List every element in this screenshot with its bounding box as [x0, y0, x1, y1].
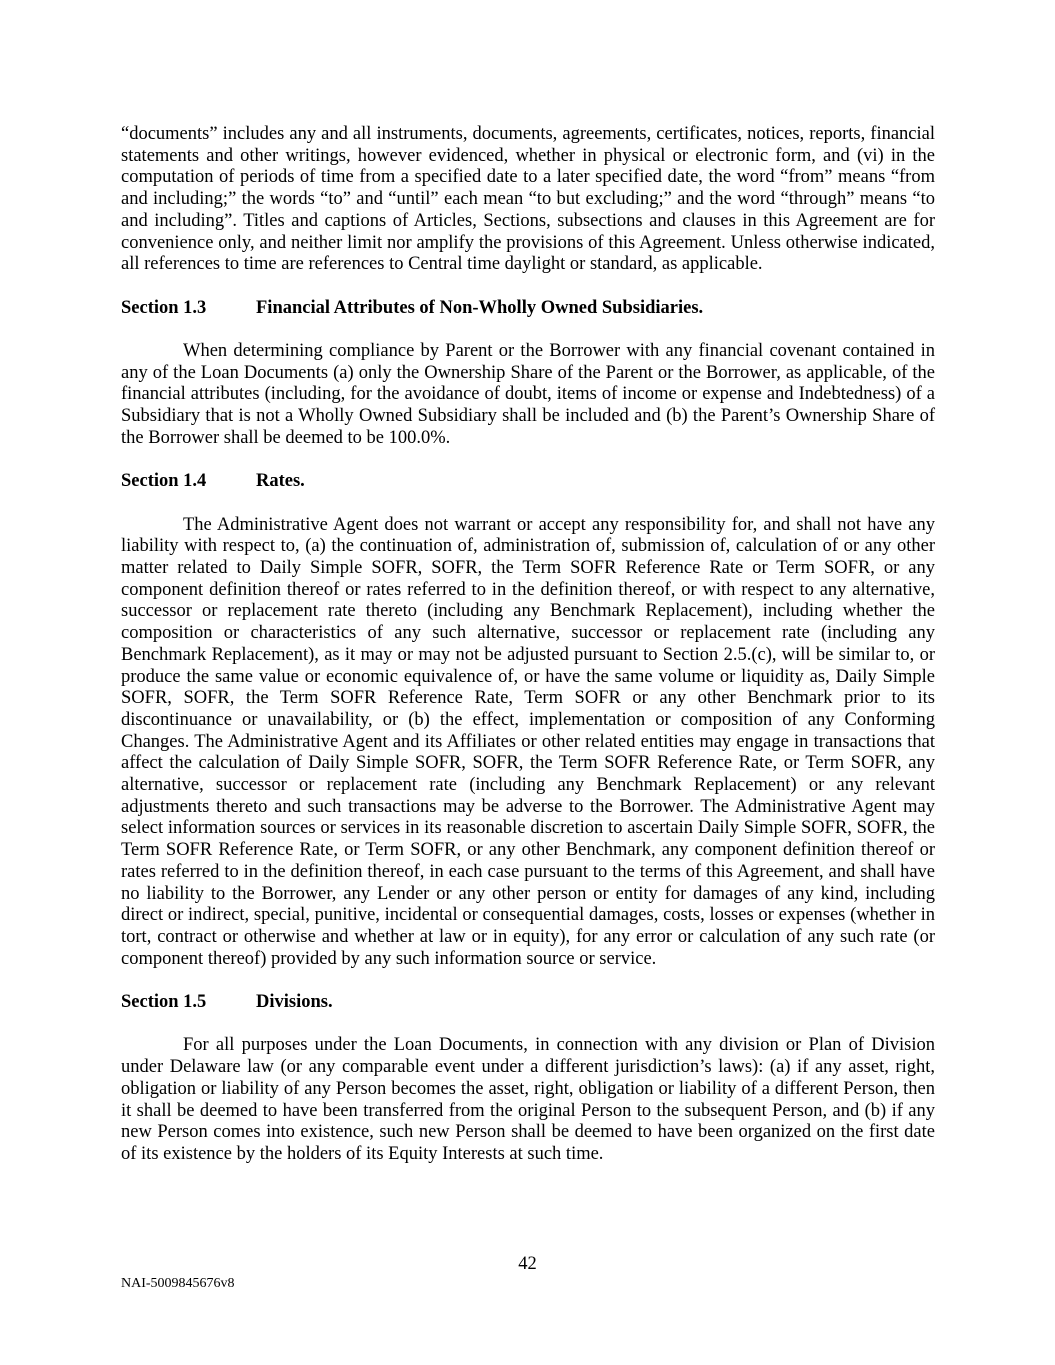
section-number-1-5: Section 1.5	[121, 992, 207, 1013]
page-body	[121, 124, 935, 1187]
paragraph-divisions: For all purposes under the Loan Documents, in connection with any division or Plan of Division under Delaware law (or any comparable event under a different jurisdiction’s laws): (a) if any asset, right, obligation or liability of any Person becomes the asset, right, obligation or liability of a different Person, then it shall be deemed to have been transferred from the original Person to the subsequent Person, and (b) if any new Person comes into existence, such new Person shall be deemed to have been organized on the first date of its existence by the holders of its Equity Interests at such time.	[121, 1035, 935, 1164]
document-id-footer: NAI-5009845676v8	[121, 1276, 235, 1291]
paragraph-financial-attributes: When determining compliance by Parent or the Borrower with any financial covenant contained in any of the Loan Documents (a) only the Ownership Share of the Parent or the Borrower, as applicable, of the financial attributes (including, for the avoidance of doubt, items of income or expense and Indebtedness) of a Subsidiary that is not a Wholly Owned Subsidiary shall be included and (b) the Parent’s Ownership Share of the Borrower shall be deemed to be 100.0%.	[121, 341, 935, 448]
section-title-1-4: Rates.	[256, 471, 305, 492]
section-number-1-4: Section 1.4	[121, 471, 207, 492]
section-title-1-3: Financial Attributes of Non-Wholly Owned Subsidiaries.	[256, 297, 704, 318]
section-title-1-5: Divisions.	[256, 992, 333, 1013]
paragraph-rates: The Administrative Agent does not warrant or accept any responsibility for, and shall not have any liability with respect to, (a) the continuation of, administration of, submission of, calculation of or any other matter related to Daily Simple SOFR, SOFR, the Term SOFR Reference Rate or Term SOFR, or any component definition thereof or rates referred to in the definition thereof, or with respect to any alternative, successor or replacement rate thereto (including any Benchmark Replacement), including whether the composition or characteristics of any such alternative, successor or replacement rate (including any Benchmark Replacement), as it may or may not be adjusted pursuant to Section 2.5.(c), will be similar to, or produce the same value or economic equivalence of, or have the same volume or liquidity as, Daily Simple SOFR, SOFR, the Term SOFR Reference Rate, Term SOFR or any other Benchmark prior to its discontinuance or unavailability, or (b) the effect, implementation or composition of any Conforming Changes. The Administrative Agent and its Affiliates or other related entities may engage in transactions that affect the calculation of Daily Simple SOFR, SOFR, the Term SOFR Reference Rate, or Term SOFR, any alternative, successor or replacement rate (including any Benchmark Replacement) or any relevant adjustments thereto and such transactions may be adverse to the Borrower. The Administrative Agent may select information sources or services in its reasonable discretion to ascertain Daily Simple SOFR, SOFR, the Term SOFR Reference Rate, or Term SOFR, or any other Benchmark, any component definition thereof or rates referred to in the definition thereof, in each case pursuant to the terms of this Agreement, and shall have no liability to the Borrower, any Lender or any other person or entity for damages of any kind, including direct or indirect, special, punitive, incidental or consequential damages, costs, losses or expenses (whether in tort, contract or otherwise and whether at law or in equity), for any error or calculation of any such rate (or component thereof) provided by any such information source or service.	[121, 514, 935, 969]
page-number: 42	[518, 1254, 537, 1274]
paragraph-interpretation-continuation: “documents” includes any and all instruments, documents, agreements, certificates, notices, reports, financial statements and other writings, however evidenced, whether in physical or electronic form, and (vi) in the computation of periods of time from a specified date to a later specified date, the word “from” means “from and including;” the words “to” and “until” each mean “to but excluding;” and the word “through” means “to and including”. Titles and captions of Articles, Sections, subsections and clauses in this Agreement are for convenience only, and neither limit nor amplify the provisions of this Agreement. Unless otherwise indicated, all references to time are references to Central time daylight or standard, as applicable.	[121, 124, 935, 275]
section-number-1-3: Section 1.3	[121, 297, 207, 318]
section-heading-1-4	[121, 471, 935, 493]
section-heading-1-5	[121, 992, 935, 1014]
section-heading-1-3	[121, 298, 935, 320]
